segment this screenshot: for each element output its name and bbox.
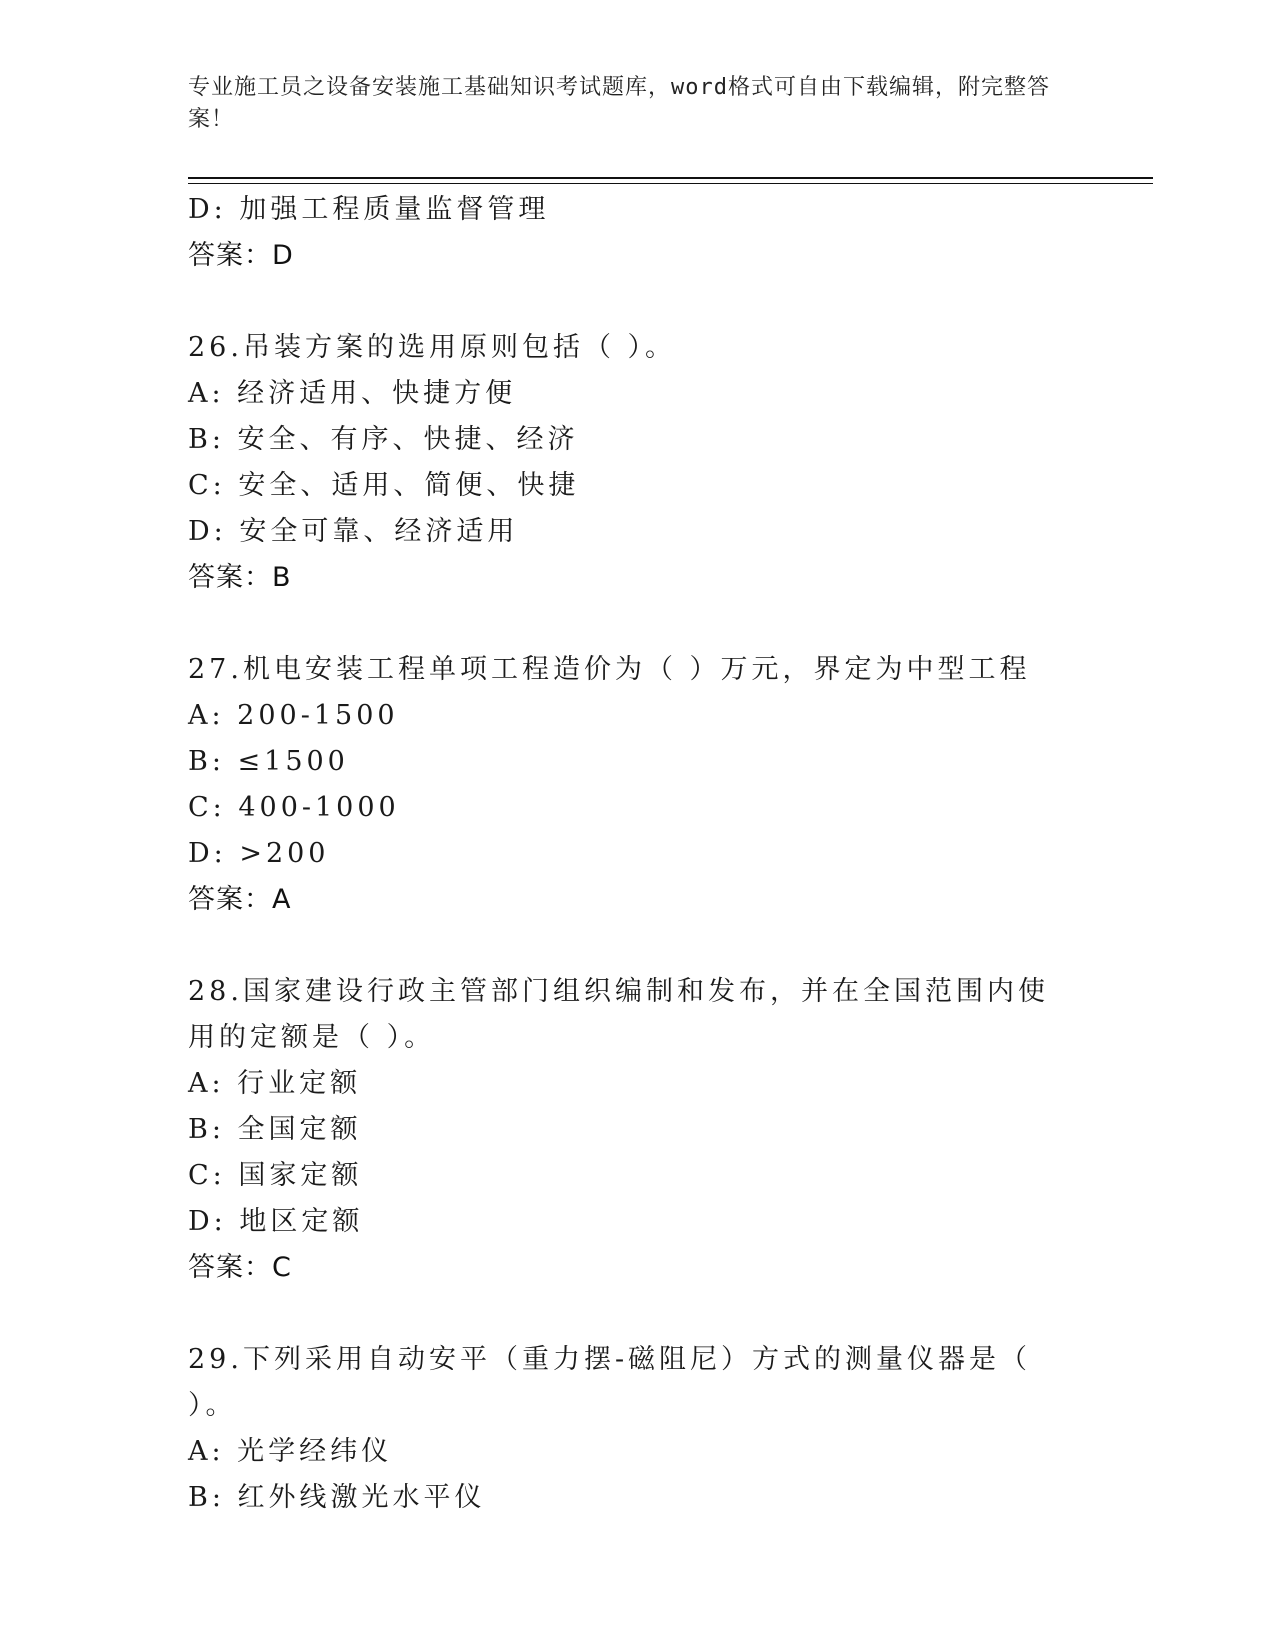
answer: 答案：A xyxy=(188,884,292,915)
document-body xyxy=(188,187,1068,1521)
spacer xyxy=(188,279,1068,325)
spacer xyxy=(188,923,1068,969)
question-26: 26.吊装方案的选用原则包括（ ）。 xyxy=(188,332,677,363)
option-c: C: 400-1000 xyxy=(188,792,400,823)
option-d: D: 地区定额 xyxy=(188,1206,364,1237)
option-a: A: 行业定额 xyxy=(188,1068,362,1099)
answer: 答案：C xyxy=(188,1252,292,1283)
header-rule-thick xyxy=(188,177,1153,179)
option-a: A: 经济适用、快捷方便 xyxy=(188,378,517,409)
header-rule-thin xyxy=(188,183,1153,184)
option-d: D: 安全可靠、经济适用 xyxy=(188,516,519,547)
spacer xyxy=(188,601,1068,647)
option-b: B: 全国定额 xyxy=(188,1114,362,1145)
option-d: D: >200 xyxy=(188,838,330,869)
answer: 答案：D xyxy=(188,240,294,271)
question-28: 28.国家建设行政主管部门组织编制和发布，并在全国范围内使用的定额是（ ）。 xyxy=(188,976,1049,1053)
spacer xyxy=(188,1291,1068,1337)
option-b: B: ≤1500 xyxy=(188,746,349,777)
option-c: C: 国家定额 xyxy=(188,1160,363,1191)
option-b: B: 安全、有序、快捷、经济 xyxy=(188,424,579,455)
option-a: A: 光学经纬仪 xyxy=(188,1436,393,1467)
question-29: 29.下列采用自动安平（重力摆-磁阻尼）方式的测量仪器是（ ）。 xyxy=(188,1344,1032,1421)
answer: 答案：B xyxy=(188,562,292,593)
option-c: C: 安全、适用、简便、快捷 xyxy=(188,470,580,501)
document-header: 专业施工员之设备安装施工基础知识考试题库，word格式可自由下载编辑，附完整答案！ xyxy=(188,75,1050,132)
option-a: A: 200-1500 xyxy=(188,700,399,731)
option-d: D: 加强工程质量监督管理 xyxy=(188,194,550,225)
question-27: 27.机电安装工程单项工程造价为（ ）万元，界定为中型工程 xyxy=(188,654,1031,685)
option-b: B: 红外线激光水平仪 xyxy=(188,1482,486,1513)
